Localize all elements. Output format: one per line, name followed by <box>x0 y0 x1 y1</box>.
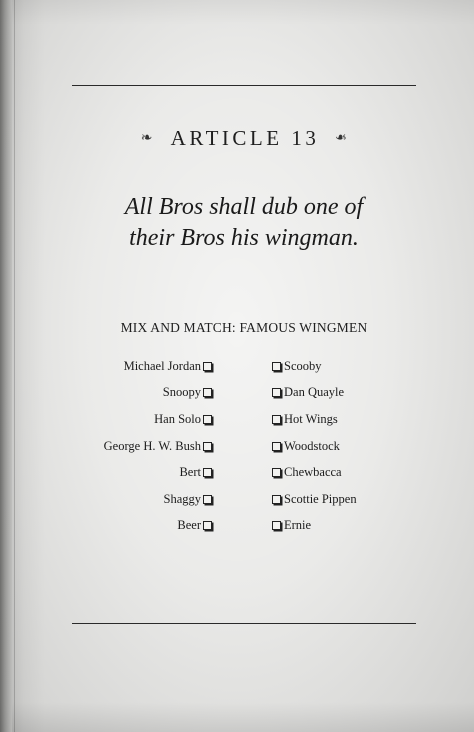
rule-text-line-1: All Bros shall dub one of <box>124 194 364 220</box>
right-match-item <box>272 353 412 380</box>
spine-edge-line <box>14 0 15 732</box>
left-match-item <box>80 353 212 380</box>
checkbox[interactable] <box>203 442 212 451</box>
left-item-label: Shaggy <box>163 491 201 506</box>
right-match-column <box>272 353 412 539</box>
article-heading <box>72 123 416 153</box>
right-match-item <box>272 406 412 433</box>
left-match-item <box>80 459 212 486</box>
right-item-label: Ernie <box>284 518 312 533</box>
left-match-item <box>80 406 212 433</box>
left-item-label: Beer <box>177 518 201 533</box>
left-item-label: Bert <box>179 465 201 480</box>
right-match-item <box>272 433 412 460</box>
right-item-label: Chewbacca <box>284 465 342 480</box>
right-ornament-icon: ❧ <box>335 130 348 146</box>
left-match-item <box>80 433 212 460</box>
checkbox[interactable] <box>272 442 281 451</box>
right-item-label: Scooby <box>284 358 322 373</box>
article-title: ARTICLE 13 <box>170 125 320 150</box>
left-match-item <box>80 380 212 407</box>
checkbox[interactable] <box>272 415 281 424</box>
left-item-label: George H. W. Bush <box>103 438 201 453</box>
article-rule-text <box>72 192 416 254</box>
checkbox[interactable] <box>272 362 281 371</box>
left-match-item <box>80 513 212 540</box>
checkbox[interactable] <box>203 495 212 504</box>
left-match-item <box>80 486 212 513</box>
right-match-item <box>272 513 412 540</box>
right-match-item <box>272 380 412 407</box>
checkbox[interactable] <box>272 495 281 504</box>
right-item-label: Dan Quayle <box>284 385 345 400</box>
right-item-label: Hot Wings <box>284 411 338 426</box>
book-spine-shadow <box>0 0 12 732</box>
mix-and-match-heading: MIX AND MATCH: FAMOUS WINGMEN <box>120 320 368 335</box>
left-item-label: Michael Jordan <box>123 358 201 373</box>
checkbox[interactable] <box>272 468 281 477</box>
right-match-item <box>272 459 412 486</box>
left-item-label: Han Solo <box>154 411 201 426</box>
right-item-label: Woodstock <box>284 438 340 453</box>
right-item-label: Scottie Pippen <box>284 491 357 506</box>
checkbox[interactable] <box>203 468 212 477</box>
right-match-item <box>272 486 412 513</box>
checkbox[interactable] <box>272 521 281 530</box>
checkbox[interactable] <box>203 521 212 530</box>
checkbox[interactable] <box>272 388 281 397</box>
rule-text-line-2: their Bros his wingman. <box>129 225 359 251</box>
checkbox[interactable] <box>203 415 212 424</box>
top-divider-rule <box>72 85 416 86</box>
left-match-column <box>80 353 212 539</box>
checkbox[interactable] <box>203 362 212 371</box>
left-ornament-icon: ❧ <box>140 130 153 146</box>
bottom-divider-rule <box>72 623 416 624</box>
checkbox[interactable] <box>203 388 212 397</box>
left-item-label: Snoopy <box>162 385 201 400</box>
